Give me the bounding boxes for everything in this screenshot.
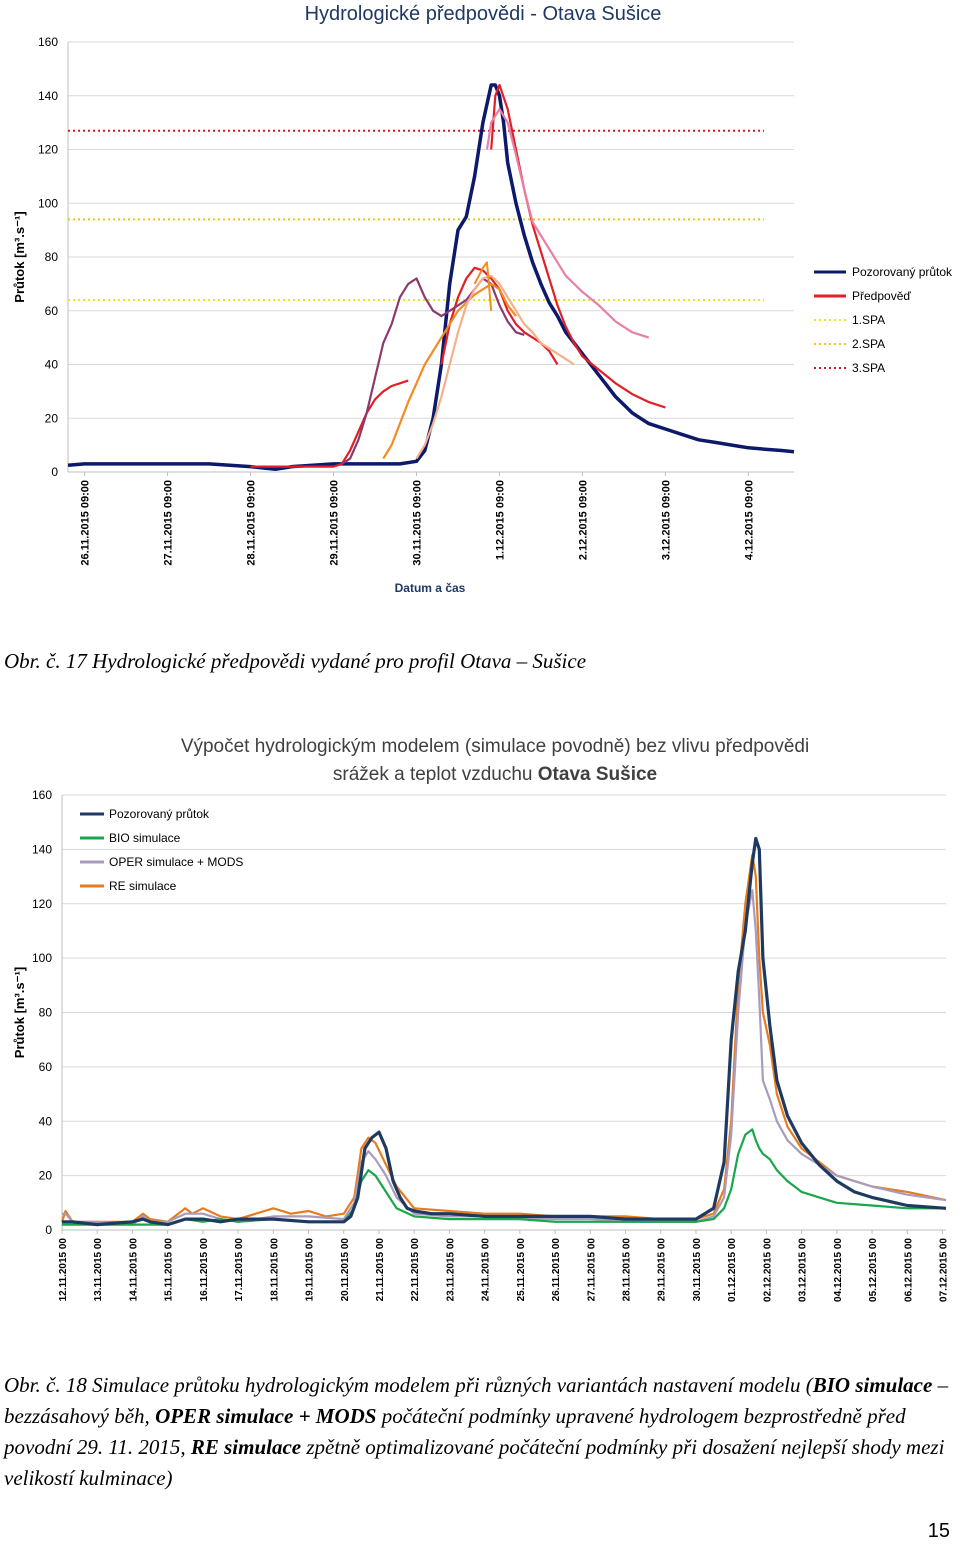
caption18-bio: BIO simulace (812, 1373, 933, 1397)
x-tick-label: 28.11.2015 09:00 (245, 480, 258, 566)
caption18-part2: – bezzásahový běh, (4, 1373, 949, 1428)
y-axis-label: Průtok [m³.s⁻¹] (12, 966, 27, 1059)
y-tick-label: 60 (38, 1059, 52, 1074)
x-tick-label: 27.11.2015 00 (586, 1238, 598, 1302)
x-tick-label: 27.11.2015 09:00 (162, 480, 175, 566)
chart-title-line1: Výpočet hydrologickým modelem (simulace povodně) bez vlivu předpovědi (180, 736, 810, 757)
series-line-p-edpov-1 (251, 381, 409, 467)
x-tick-label: 4.12.2015 09:00 (743, 480, 756, 561)
chart1-svg (0, 0, 960, 600)
x-tick-label: 19.11.2015 00 (304, 1238, 316, 1302)
y-tick-label: 100 (31, 951, 52, 966)
y-tick-label: 120 (31, 896, 52, 911)
page-number: 15 (927, 1520, 950, 1542)
y-tick-label: 40 (44, 357, 58, 372)
x-tick-label: 01.12.2015 00 (727, 1238, 739, 1302)
title-location: Otava Sušice (537, 764, 658, 785)
x-tick-label: 26.11.2015 09:00 (79, 480, 92, 566)
x-tick-label: 22.11.2015 00 (410, 1238, 422, 1302)
y-tick-label: 80 (44, 250, 58, 264)
chart-hydrologicke-predpovedi (0, 0, 960, 600)
y-tick-label: 20 (38, 1168, 52, 1183)
x-tick-label: 26.11.2015 00 (551, 1238, 563, 1302)
caption18-part1: Obr. č. 18 Simulace průtoku hydrologickým modelem při různých variantách nastavení modelu ( (4, 1373, 813, 1397)
series-line-re-simulace (62, 855, 946, 1222)
x-tick-label: 12.11.2015 00 (58, 1238, 69, 1302)
x-tick-label: 04.12.2015 00 (832, 1238, 844, 1302)
x-tick-label: 06.12.2015 00 (903, 1238, 915, 1302)
y-tick-label: 0 (45, 1223, 52, 1237)
x-tick-label: 28.11.2015 00 (621, 1238, 633, 1302)
y-tick-label: 140 (37, 88, 58, 103)
caption18-part3: počáteční podmínky upravené hydrologem bezprostředně před povodní 29. 11. 2015, (4, 1404, 906, 1459)
x-tick-label: 03.12.2015 00 (797, 1238, 809, 1302)
caption18-oper: OPER simulace + MODS (155, 1404, 377, 1428)
x-tick-label: 21.11.2015 00 (374, 1238, 386, 1302)
y-axis-label: Průtok [m³.s⁻¹] (12, 211, 27, 303)
legend-label: 2.SPA (852, 337, 886, 351)
series-line-pozorovan-pr-tok (62, 839, 946, 1225)
y-tick-label: 160 (37, 35, 58, 49)
series-line-p-edpov-purple (342, 279, 525, 464)
x-tick-label: 07.12.2015 00 (938, 1238, 950, 1302)
x-tick-label: 2.12.2015 09:00 (577, 480, 590, 561)
legend-label: Předpověď (852, 289, 911, 303)
legend-label: Pozorovaný průtok (109, 807, 210, 821)
x-tick-label: 13.11.2015 00 (93, 1238, 105, 1302)
x-tick-label: 30.11.2015 09:00 (411, 480, 424, 566)
x-tick-label: 14.11.2015 00 (128, 1238, 140, 1302)
y-tick-label: 80 (38, 1005, 52, 1020)
x-tick-label: 17.11.2015 00 (234, 1238, 246, 1302)
x-tick-label: 29.11.2015 00 (656, 1238, 668, 1302)
series-line-bio-simulace (62, 1129, 946, 1224)
x-tick-label: 05.12.2015 00 (868, 1238, 880, 1302)
x-tick-label: 30.11.2015 00 (691, 1238, 703, 1302)
y-tick-label: 120 (37, 142, 58, 157)
x-tick-label: 18.11.2015 00 (269, 1238, 281, 1302)
x-axis-label: Datum a čas (394, 581, 466, 595)
chart2-svg (0, 720, 960, 1340)
y-tick-label: 20 (44, 411, 58, 426)
legend-label: BIO simulace (109, 831, 181, 845)
y-tick-label: 100 (37, 196, 58, 211)
x-tick-label: 3.12.2015 09:00 (660, 480, 673, 561)
series-line-p-edpov-3 (491, 85, 665, 408)
legend-label: Pozorovaný průtok (852, 265, 953, 279)
caption18-part4: zpětně optimalizované počáteční podmínky při dosažení nejlepší shody mezi velikostí kulminace) (4, 1435, 945, 1490)
legend-label: OPER simulace + MODS (109, 855, 244, 869)
x-tick-label: 02.12.2015 00 (762, 1238, 774, 1302)
x-tick-label: 16.11.2015 00 (198, 1238, 210, 1302)
y-tick-label: 0 (51, 465, 58, 479)
y-tick-label: 140 (31, 842, 52, 857)
caption18-re: RE simulace (190, 1435, 302, 1459)
x-tick-label: 29.11.2015 09:00 (328, 480, 341, 566)
x-tick-label: 15.11.2015 00 (163, 1238, 175, 1302)
y-tick-label: 40 (38, 1114, 52, 1129)
legend-label: 1.SPA (852, 313, 886, 327)
legend-label: 3.SPA (852, 361, 886, 375)
series-line-oper-simulace-mods (62, 890, 946, 1224)
chart-simulace-povodne (0, 720, 960, 1340)
legend-label: RE simulace (109, 879, 177, 893)
title-prefix: srážek a teplot vzduchu (332, 764, 538, 785)
figure-caption-17: Obr. č. 17 Hydrologické předpovědi vydané pro profil Otava – Sušice (4, 649, 587, 673)
y-tick-label: 160 (31, 788, 52, 802)
y-tick-label: 60 (44, 303, 58, 318)
x-tick-label: 25.11.2015 00 (515, 1238, 527, 1302)
chart-title-line2 (333, 764, 657, 785)
series-line-pozorovan-pr-tok (68, 85, 794, 469)
x-tick-label: 1.12.2015 09:00 (494, 480, 507, 561)
x-tick-label: 23.11.2015 00 (445, 1238, 457, 1302)
x-tick-label: 20.11.2015 00 (339, 1238, 351, 1302)
chart-title: Hydrologické předpovědi - Otava Sušice (304, 3, 662, 25)
x-tick-label: 24.11.2015 00 (480, 1238, 492, 1302)
figure-caption-18 (4, 1370, 954, 1494)
